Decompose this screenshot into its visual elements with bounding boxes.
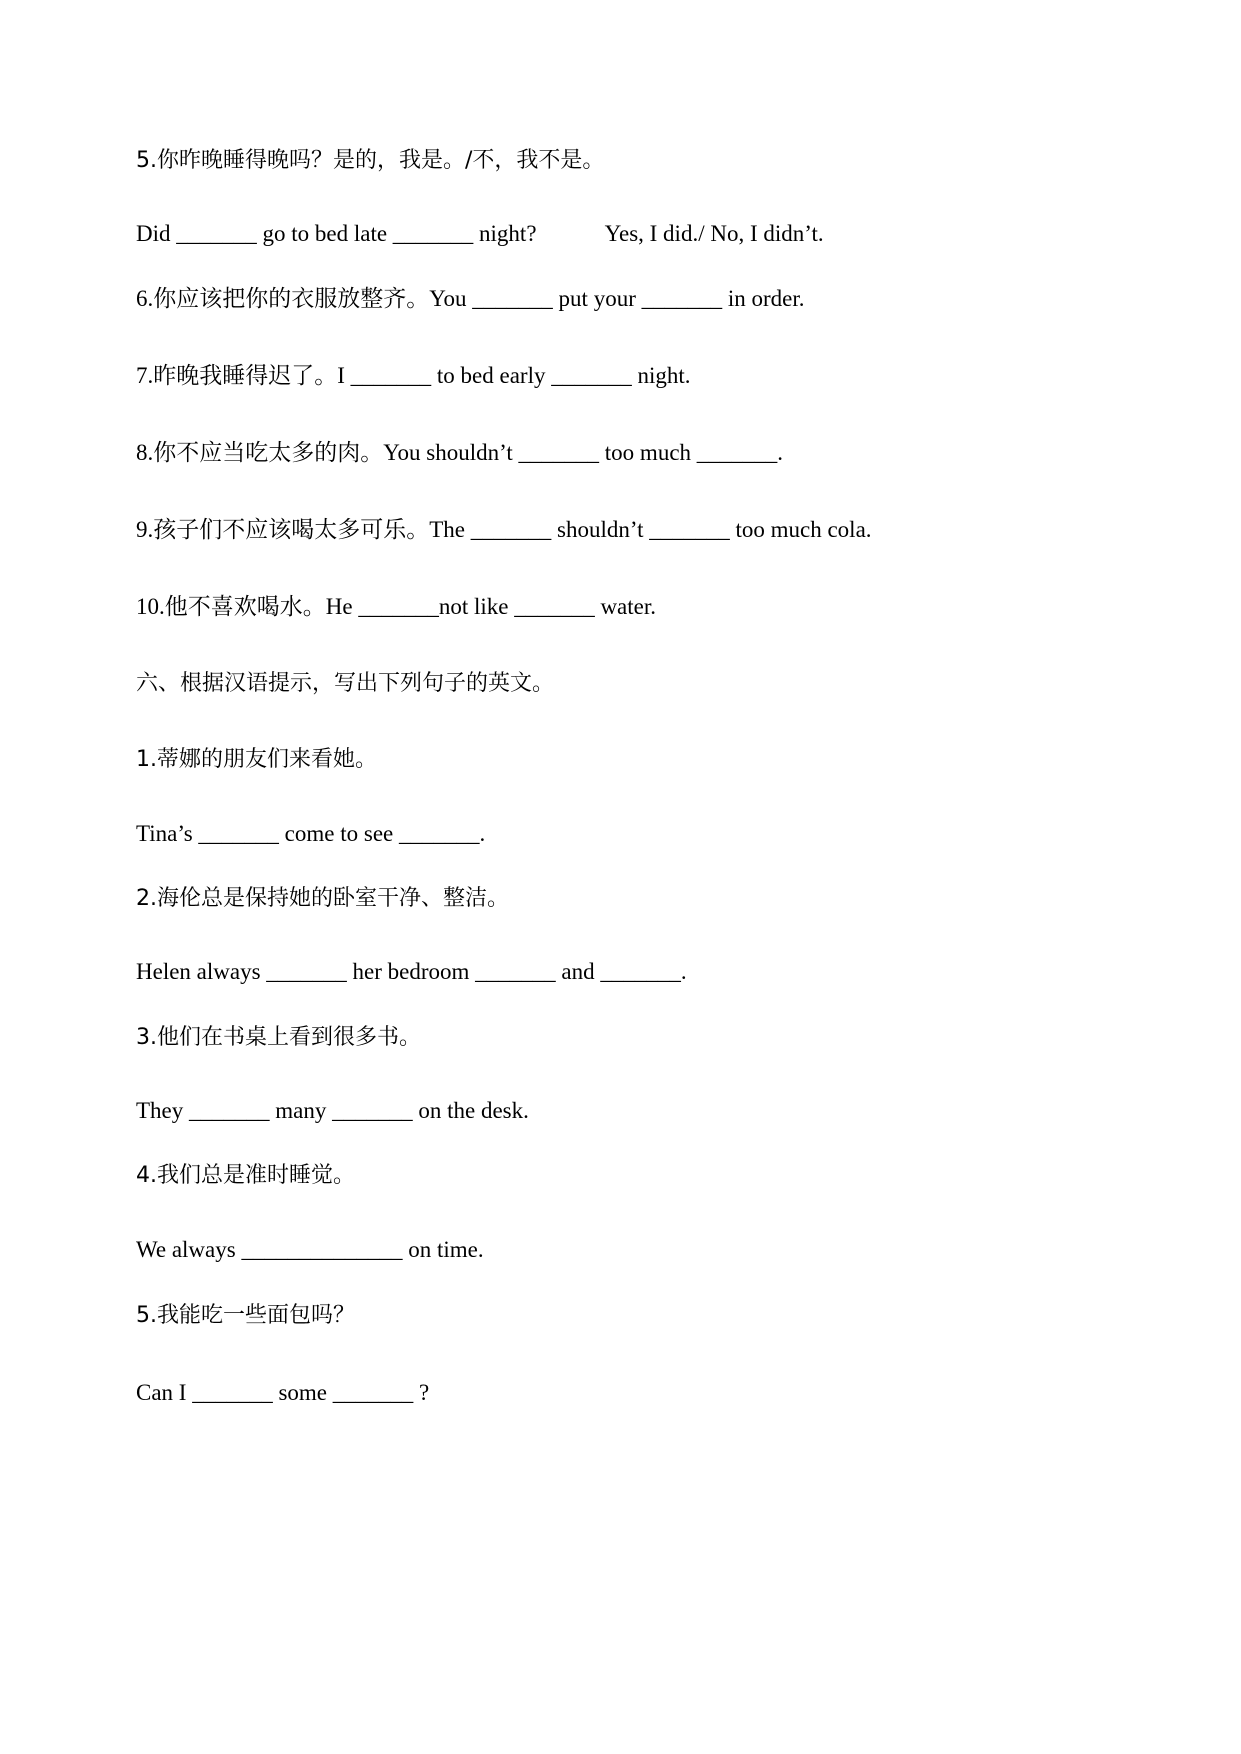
sentence-4-chinese: 4.我们总是准时睡觉。 bbox=[136, 1163, 355, 1188]
question-6: 6.你应该把你的衣服放整齐。You _______ put your _______ in order. bbox=[136, 286, 805, 311]
question-7: 7.昨晚我睡得迟了。I _______ to bed early _______ night. bbox=[136, 363, 691, 388]
question-5-english: Did _______ go to bed late _______ night? Yes, I did./ No, I didn’t. bbox=[136, 221, 824, 246]
sentence-1-english: Tina’s _______ come to see _______. bbox=[136, 821, 486, 846]
question-10: 10.他不喜欢喝水。He _______not like _______ water. bbox=[136, 594, 657, 619]
sentence-2-english: Helen always _______ her bedroom _______ and _______. bbox=[136, 959, 687, 984]
sentence-3-chinese: 3.他们在书桌上看到很多书。 bbox=[136, 1025, 421, 1050]
sentence-2-chinese: 2.海伦总是保持她的卧室干净、整洁。 bbox=[136, 886, 509, 911]
question-8: 8.你不应当吃太多的肉。You shouldn’t _______ too much _______. bbox=[136, 440, 784, 465]
sentence-1-chinese: 1.蒂娜的朋友们来看她。 bbox=[136, 747, 377, 772]
question-9: 9.孩子们不应该喝太多可乐。The _______ shouldn’t _______ too much cola. bbox=[136, 517, 872, 542]
section-6-heading: 六、根据汉语提示，写出下列句子的英文。 bbox=[136, 671, 555, 696]
question-5-chinese: 5.你昨晚睡得晚吗？是的，我是。/不，我不是。 bbox=[136, 148, 605, 173]
sentence-5-english: Can I _______ some _______ ? bbox=[136, 1380, 430, 1405]
sentence-5-chinese: 5.我能吃一些面包吗？ bbox=[136, 1303, 355, 1328]
sentence-3-english: They _______ many _______ on the desk. bbox=[136, 1098, 529, 1123]
sentence-4-english: We always ______________ on time. bbox=[136, 1237, 484, 1262]
